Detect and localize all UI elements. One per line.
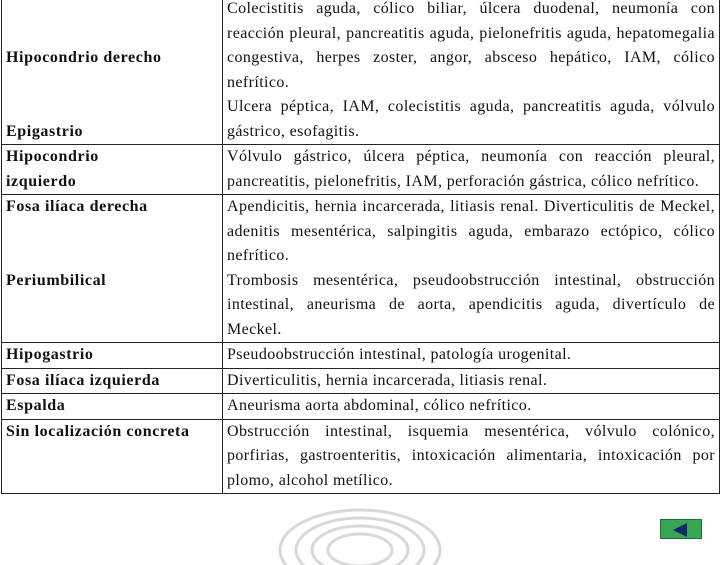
causes-text: Vólvulo gástrico, úlcera péptica, neumonía con reacción pleural, pancreatitis, pielonefritis, IAM, perforación gástrica, cólico nefrítico. (227, 148, 715, 190)
causes-cell (223, 0, 720, 145)
causes-text: Apendicitis, hernia incarcerada, litiasis renal. Diverticulitis de Meckel, adenitis mesentérica, salpingitis aguda, embarazo ectópico, cólico nefrítico. (227, 198, 715, 264)
region-label: Periumbilical (6, 271, 107, 289)
region-label: Hipocondrio derecho (6, 49, 162, 66)
region-label: Hipogastrio (6, 346, 94, 363)
region-cell (2, 195, 223, 343)
causes-text: Colecistitis aguda, cólico biliar, úlcera duodenal, neumonía con reacción pleural, pancreatitis aguda, pielonefritis aguda, hepatomegalia congestiva, herpes zoster, angor, absceso hepático, IAM, cólico nefrítico. (227, 0, 715, 91)
table-row (2, 368, 720, 394)
table-row (2, 145, 720, 195)
causes-text: Obstrucción intestinal, isquemia mesentérica, vólvulo colónico, porfirias, gastroenteritis, intoxicación alimentaria, intoxicación por plomo, alcohol metílico. (227, 422, 715, 489)
region-label: Hipocondrio izquierdo (6, 148, 99, 190)
causes-text: Diverticulitis, hernia incarcerada, litiasis renal. (227, 371, 548, 389)
region-label: Espalda (6, 397, 66, 414)
region-cell (2, 394, 223, 420)
table-row (2, 195, 720, 343)
region-cell (2, 0, 223, 145)
causes-text: Pseudoobstrucción intestinal, patología urogenital. (227, 346, 572, 363)
region-label: Fosa ilíaca izquierda (6, 371, 160, 389)
differential-diagnosis-table (1, 0, 720, 494)
decorative-swirl (270, 505, 450, 565)
region-cell (2, 419, 223, 494)
back-button[interactable] (660, 519, 702, 539)
causes-cell (223, 195, 720, 343)
causes-cell (223, 419, 720, 494)
table-row (2, 419, 720, 494)
causes-text: Aneurisma aorta abdominal, cólico nefrítico. (227, 397, 532, 414)
causes-cell (223, 368, 720, 394)
left-triangle-icon (673, 523, 687, 537)
causes-cell (223, 343, 720, 369)
causes-text: Trombosis mesentérica, pseudoobstrucción intestinal, obstrucción intestinal, aneurisma de aorta, apendicitis aguda, divertículo de Meckel. (227, 271, 715, 338)
table-row (2, 343, 720, 369)
causes-cell (223, 145, 720, 195)
causes-text: Ulcera péptica, IAM, colecistitis aguda, pancreatitis aguda, vólvulo gástrico, esofagitis. (227, 98, 715, 140)
region-label: Fosa ilíaca derecha (6, 198, 148, 215)
causes-cell (223, 394, 720, 420)
table-row (2, 0, 720, 145)
region-cell (2, 368, 223, 394)
region-cell (2, 145, 223, 195)
region-cell (2, 343, 223, 369)
table-row (2, 394, 720, 420)
region-label: Epigastrio (6, 122, 84, 140)
region-label: Sin localización concreta (6, 422, 190, 440)
